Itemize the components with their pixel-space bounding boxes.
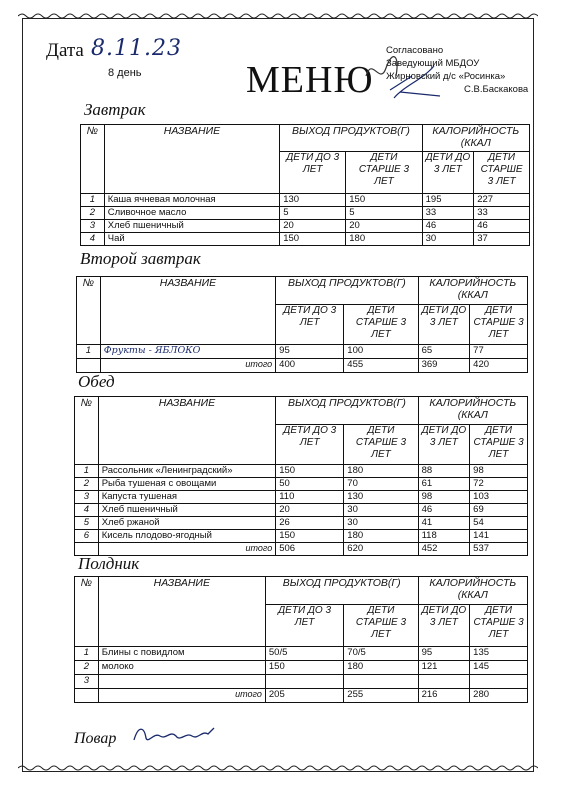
yield-over3: 130 [344, 491, 418, 504]
cal-over3: 141 [470, 530, 528, 543]
row-num: 1 [75, 465, 99, 478]
header-cal-under3: ДЕТИ ДО 3 ЛЕТ [418, 425, 470, 465]
yield-under3: 150 [265, 661, 343, 675]
yield-over3: 70/5 [344, 647, 418, 661]
header-under3: ДЕТИ ДО 3 ЛЕТ [276, 305, 344, 345]
cal-over3: 69 [470, 504, 528, 517]
yield-over3: 180 [344, 530, 418, 543]
table-row [75, 661, 528, 675]
total-label: итого [98, 689, 265, 703]
total-yield-over3: 255 [344, 689, 418, 703]
total-label: итого [98, 543, 275, 556]
snack-table [74, 576, 528, 703]
cal-under3: 46 [418, 504, 470, 517]
yield-over3: 180 [346, 233, 422, 246]
header-cal-under3: ДЕТИ ДО 3 ЛЕТ [422, 152, 474, 194]
table-row [75, 530, 528, 543]
row-num: 6 [75, 530, 99, 543]
header-calories: КАЛОРИЙНОСТЬ (ККАЛ [418, 577, 527, 605]
second-breakfast-table [76, 276, 528, 373]
cal-under3: 195 [422, 194, 474, 207]
day-number: 8 день [108, 67, 142, 79]
cal-under3: 41 [418, 517, 470, 530]
row-num: 2 [81, 207, 105, 220]
table-row [75, 647, 528, 661]
header-over3: ДЕТИ СТАРШЕ 3 ЛЕТ [346, 152, 422, 194]
dish-name [98, 675, 265, 689]
total-yield-under3: 400 [276, 359, 344, 373]
header-num: № [75, 397, 99, 465]
cal-under3 [418, 675, 470, 689]
table-row [75, 478, 528, 491]
table-row [81, 233, 530, 246]
cook-signature [130, 722, 230, 748]
table-row [75, 465, 528, 478]
yield-under3: 150 [276, 530, 344, 543]
yield-under3: 20 [280, 220, 346, 233]
cal-under3: 30 [422, 233, 474, 246]
date-value: 8.11.23 [91, 36, 182, 61]
yield-under3: 20 [276, 504, 344, 517]
yield-under3: 5 [280, 207, 346, 220]
header-yield: ВЫХОД ПРОДУКТОВ(Г) [276, 277, 418, 305]
cal-under3: 121 [418, 661, 470, 675]
cal-under3: 33 [422, 207, 474, 220]
header-over3: ДЕТИ СТАРШЕ 3 ЛЕТ [344, 425, 418, 465]
header-num: № [75, 577, 99, 647]
header-over3: ДЕТИ СТАРШЕ 3 ЛЕТ [344, 305, 418, 345]
dish-name: Капуста тушеная [98, 491, 275, 504]
empty-cell [75, 689, 99, 703]
cal-under3: 65 [418, 345, 470, 359]
yield-over3 [344, 675, 418, 689]
yield-under3: 130 [280, 194, 346, 207]
cal-under3: 61 [418, 478, 470, 491]
yield-over3: 70 [344, 478, 418, 491]
dish-name: Фрукты - ЯБЛОКО [100, 345, 275, 359]
header-num: № [77, 277, 101, 345]
yield-over3: 30 [344, 517, 418, 530]
header-cal-under3: ДЕТИ ДО 3 ЛЕТ [418, 305, 470, 345]
yield-under3: 150 [276, 465, 344, 478]
cal-over3: 98 [470, 465, 528, 478]
section-title-second-breakfast: Второй завтрак [80, 249, 201, 268]
dish-name: Сливочное масло [104, 207, 279, 220]
cal-over3: 103 [470, 491, 528, 504]
header-over3: ДЕТИ СТАРШЕ 3 ЛЕТ [344, 605, 418, 647]
header-yield: ВЫХОД ПРОДУКТОВ(Г) [276, 397, 418, 425]
dish-name: Блины с повидлом [98, 647, 265, 661]
total-cal-over3: 280 [470, 689, 528, 703]
cal-over3: 227 [474, 194, 530, 207]
header-cal-over3: ДЕТИ СТАРШЕ 3 ЛЕТ [474, 152, 530, 194]
table-row [81, 194, 530, 207]
header-cal-over3: ДЕТИ СТАРШЕ 3 ЛЕТ [470, 605, 528, 647]
total-cal-under3: 452 [418, 543, 470, 556]
approval-line: Заведующий МБДОУ [386, 58, 480, 69]
dish-name: Рыба тушеная с овощами [98, 478, 275, 491]
total-yield-over3: 620 [344, 543, 418, 556]
cook-label: Повар [74, 730, 117, 747]
header-yield: ВЫХОД ПРОДУКТОВ(Г) [280, 125, 422, 152]
row-num: 4 [75, 504, 99, 517]
dish-name: молоко [98, 661, 265, 675]
table-row [81, 207, 530, 220]
total-yield-over3: 455 [344, 359, 418, 373]
header-under3: ДЕТИ ДО 3 ЛЕТ [265, 605, 343, 647]
header-name: НАЗВАНИЕ [98, 397, 275, 465]
total-cal-under3: 369 [418, 359, 470, 373]
header-cal-over3: ДЕТИ СТАРШЕ 3 ЛЕТ [470, 305, 528, 345]
total-yield-under3: 205 [265, 689, 343, 703]
cal-over3: 46 [474, 220, 530, 233]
dish-name: Хлеб ржаной [98, 517, 275, 530]
approval-block [386, 44, 528, 96]
approval-line: С.В.Баскакова [464, 84, 529, 95]
total-row [77, 359, 528, 373]
yield-over3: 100 [344, 345, 418, 359]
row-num: 3 [75, 491, 99, 504]
header-name: НАЗВАНИЕ [100, 277, 275, 345]
dish-name: Рассольник «Ленинградский» [98, 465, 275, 478]
bottom-wavy-border [18, 764, 538, 772]
yield-under3: 50 [276, 478, 344, 491]
row-num: 2 [75, 478, 99, 491]
yield-over3: 20 [346, 220, 422, 233]
header-yield: ВЫХОД ПРОДУКТОВ(Г) [265, 577, 418, 605]
empty-cell [77, 359, 101, 373]
cal-over3: 54 [470, 517, 528, 530]
approval-line: Жирновский д/с «Росинка» [386, 71, 506, 82]
total-cal-under3: 216 [418, 689, 470, 703]
header-calories: КАЛОРИЙНОСТЬ (ККАЛ [418, 277, 527, 305]
row-num: 2 [75, 661, 99, 675]
row-num: 5 [75, 517, 99, 530]
row-num: 4 [81, 233, 105, 246]
yield-under3: 150 [280, 233, 346, 246]
cal-over3: 145 [470, 661, 528, 675]
dish-name: Кисель плодово-ягодный [98, 530, 275, 543]
cal-over3 [470, 675, 528, 689]
total-row [75, 543, 528, 556]
header-name: НАЗВАНИЕ [98, 577, 265, 647]
yield-under3: 110 [276, 491, 344, 504]
header-name: НАЗВАНИЕ [104, 125, 279, 194]
cal-over3: 77 [470, 345, 528, 359]
header-under3: ДЕТИ ДО 3 ЛЕТ [280, 152, 346, 194]
yield-under3 [265, 675, 343, 689]
cal-over3: 135 [470, 647, 528, 661]
total-label: итого [100, 359, 275, 373]
table-row [81, 220, 530, 233]
total-cal-over3: 420 [470, 359, 528, 373]
date-label: Дата [46, 40, 84, 61]
cal-under3: 46 [422, 220, 474, 233]
table-row [75, 675, 528, 689]
total-row [75, 689, 528, 703]
dish-name: Каша ячневая молочная [104, 194, 279, 207]
breakfast-table [80, 124, 530, 246]
yield-over3: 180 [344, 661, 418, 675]
yield-under3: 50/5 [265, 647, 343, 661]
top-wavy-border [18, 12, 538, 20]
section-title-lunch: Обед [78, 372, 115, 391]
cal-over3: 37 [474, 233, 530, 246]
row-num: 1 [77, 345, 101, 359]
yield-under3: 95 [276, 345, 344, 359]
total-yield-under3: 506 [276, 543, 344, 556]
header-cal-over3: ДЕТИ СТАРШЕ 3 ЛЕТ [470, 425, 528, 465]
yield-over3: 30 [344, 504, 418, 517]
dish-name: Хлеб пшеничный [98, 504, 275, 517]
approval-line: Согласовано [386, 45, 444, 56]
header-cal-under3: ДЕТИ ДО 3 ЛЕТ [418, 605, 470, 647]
cal-over3: 33 [474, 207, 530, 220]
yield-under3: 26 [276, 517, 344, 530]
row-num: 3 [75, 675, 99, 689]
table-row [77, 345, 528, 359]
yield-over3: 180 [344, 465, 418, 478]
cal-under3: 95 [418, 647, 470, 661]
total-cal-over3: 537 [470, 543, 528, 556]
page-title: МЕНЮ [246, 59, 374, 101]
yield-over3: 150 [346, 194, 422, 207]
header-calories: КАЛОРИЙНОСТЬ (ККАЛ [418, 397, 527, 425]
table-row [75, 517, 528, 530]
row-num: 1 [75, 647, 99, 661]
cal-over3: 72 [470, 478, 528, 491]
header-under3: ДЕТИ ДО 3 ЛЕТ [276, 425, 344, 465]
yield-over3: 5 [346, 207, 422, 220]
row-num: 1 [81, 194, 105, 207]
dish-name: Хлеб пшеничный [104, 220, 279, 233]
cal-under3: 118 [418, 530, 470, 543]
cal-under3: 98 [418, 491, 470, 504]
table-row [75, 491, 528, 504]
section-title-snack: Полдник [78, 554, 140, 573]
header-calories: КАЛОРИЙНОСТЬ (ККАЛ [422, 125, 529, 152]
dish-name: Чай [104, 233, 279, 246]
table-row [75, 504, 528, 517]
header-num: № [81, 125, 105, 194]
row-num: 3 [81, 220, 105, 233]
lunch-table [74, 396, 528, 556]
section-title-breakfast: Завтрак [84, 100, 146, 119]
cal-under3: 88 [418, 465, 470, 478]
